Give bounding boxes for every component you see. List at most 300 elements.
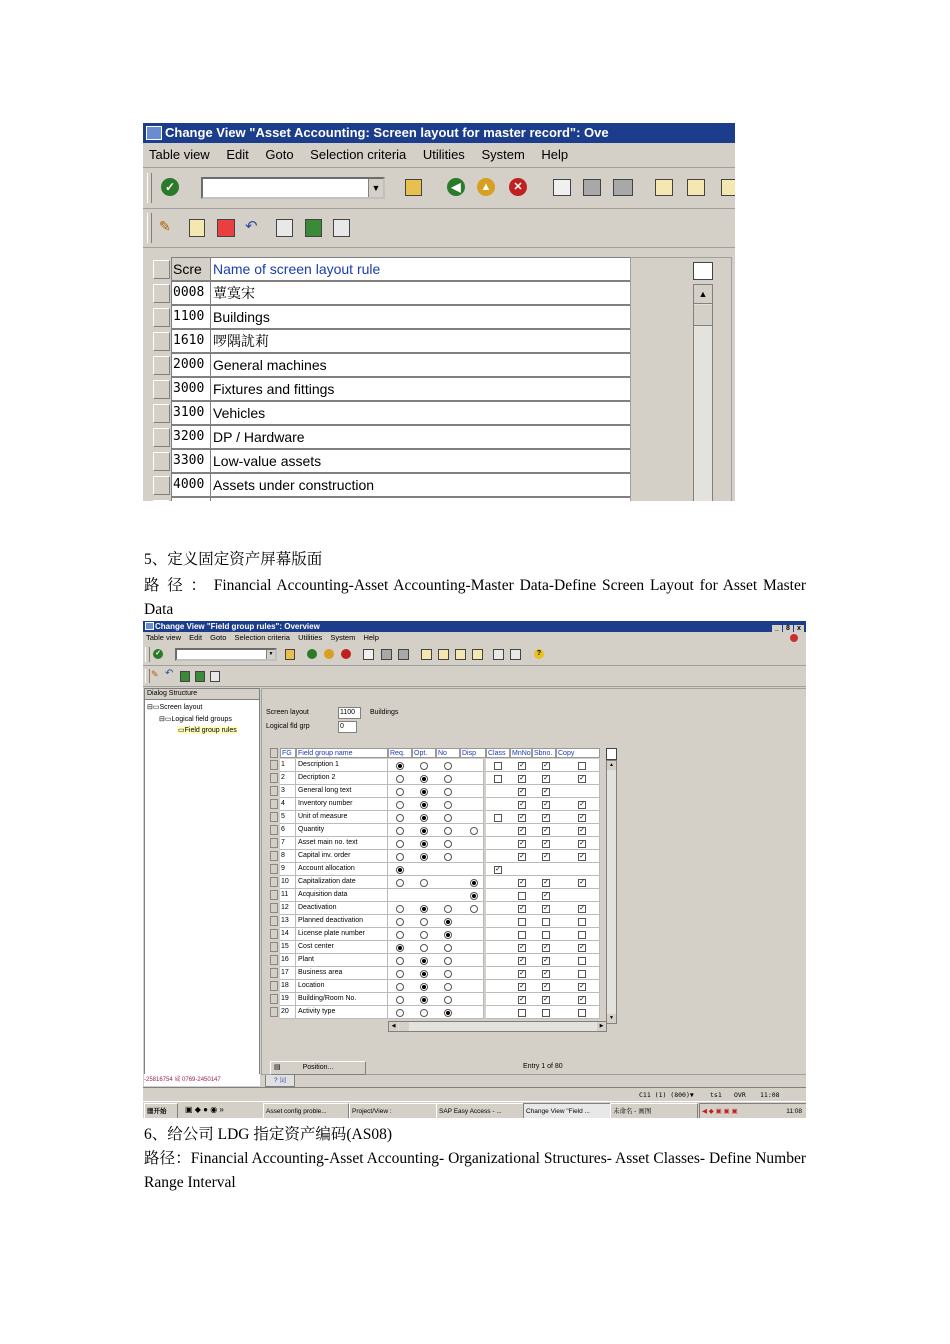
required-radio[interactable] [396,775,404,783]
required-radio[interactable] [396,1009,404,1017]
column-header-copy[interactable]: Copy [556,748,600,758]
optional-radio[interactable] [420,970,428,978]
main-number-checkbox[interactable] [518,1009,526,1017]
optional-radio[interactable] [420,931,428,939]
field-group-name: Account allocation [296,863,388,876]
copy-checkbox[interactable] [578,957,586,965]
column-header-name[interactable]: Name of screen layout rule [210,257,634,281]
screen-layout-code: 3200 [171,425,211,449]
optional-radio[interactable] [420,762,428,770]
optional-radio[interactable] [420,840,428,848]
row-select-button[interactable] [153,308,170,327]
selection-cells [388,837,484,850]
row-select-button[interactable] [153,404,170,423]
fg-number: 4 [280,798,296,811]
scroll-left-icon[interactable]: ◀ [389,1022,398,1031]
screen-layout-code: 1100 [171,305,211,329]
menu-selection-criteria[interactable]: Selection criteria [234,633,290,642]
status-time: 11:08 [760,1091,780,1099]
display-radio[interactable] [470,892,478,900]
selection-cells [388,902,484,915]
row-select-button[interactable] [270,760,278,770]
optional-radio[interactable] [420,801,428,809]
main-number-checkbox[interactable] [518,892,526,900]
option-cells [486,967,600,980]
menu-edit[interactable]: Edit [189,633,203,642]
create-session-icon[interactable] [493,649,504,660]
required-radio[interactable] [396,931,404,939]
column-header-main-number[interactable]: MnNo [512,750,531,757]
required-radio[interactable] [396,840,404,848]
display-change-icon[interactable]: ✎ [151,669,159,679]
row-select-button[interactable] [270,825,278,835]
row-select-button[interactable] [270,851,278,861]
copy-checkbox[interactable]: ✓ [579,905,585,912]
sub-number-checkbox[interactable] [542,1009,550,1017]
option-cells [486,915,600,928]
no-radio[interactable] [444,840,452,848]
option-cells [486,785,600,798]
task-sap-easy-access[interactable]: SAP Easy Access - ... [436,1103,524,1118]
menu-table-view[interactable]: Table view [146,633,182,642]
row-select-button[interactable] [270,981,278,991]
logical-field-group-field[interactable]: 0 [338,721,357,733]
main-number-checkbox[interactable]: ✓ [519,775,525,782]
deselect-all-icon[interactable] [210,671,220,682]
menu-help[interactable]: Help [363,633,379,642]
row-select-button[interactable] [270,929,278,939]
scroll-up-icon[interactable]: ▲ [694,285,712,304]
display-radio[interactable] [470,905,478,913]
previous-page-icon[interactable] [687,179,705,196]
undo-icon[interactable]: ↶ [245,218,258,235]
optional-radio[interactable] [420,957,428,965]
back-icon[interactable] [307,649,317,659]
fg-number: 7 [280,837,296,850]
minimize-icon[interactable]: _ [772,625,782,632]
sub-number-checkbox[interactable]: ✓ [543,892,549,899]
menu-utilities[interactable]: Utilities [298,633,323,642]
menu-system[interactable]: System [330,633,356,642]
optional-radio[interactable] [420,788,428,796]
select-all-rows-button[interactable] [153,260,170,279]
main-number-checkbox[interactable]: ✓ [519,983,525,990]
tray-icons[interactable]: ◀ ◆ ▣ ▣ ▣ [702,1108,738,1115]
row-select-button[interactable] [270,890,278,900]
main-number-checkbox[interactable]: ✓ [519,944,525,951]
scroll-right-icon[interactable]: ▶ [597,1022,606,1031]
selection-cells [388,824,484,837]
position-button[interactable]: ▤ Position... [270,1061,366,1075]
select-all-rows-button[interactable] [270,748,278,758]
sub-number-checkbox[interactable]: ✓ [543,814,549,821]
copy-checkbox[interactable]: ✓ [579,983,585,990]
print-icon[interactable] [553,179,571,196]
fg-number: 20 [280,1006,296,1019]
copy-checkbox[interactable]: ✓ [579,814,585,821]
find-icon[interactable] [583,179,601,196]
option-cells [486,811,600,824]
no-radio[interactable] [444,944,452,952]
class-checkbox[interactable] [494,762,502,770]
column-header-screen[interactable]: Scre [171,257,211,281]
deselect-all-icon[interactable] [333,219,350,237]
row-select-button[interactable] [270,994,278,1004]
first-page-icon[interactable] [421,649,432,660]
main-number-checkbox[interactable]: ✓ [519,905,525,912]
column-header-optional[interactable]: Opt. [412,748,436,758]
optional-radio[interactable] [420,944,428,952]
fg-number: 16 [280,954,296,967]
column-header-fg[interactable]: FG [280,748,296,758]
command-field[interactable] [175,648,277,661]
sub-number-checkbox[interactable]: ✓ [543,957,549,964]
copy-checkbox[interactable] [578,762,586,770]
fg-number: 12 [280,902,296,915]
row-select-button[interactable] [270,864,278,874]
copy-checkbox[interactable]: ✓ [579,840,585,847]
sub-number-checkbox[interactable]: ✓ [543,996,549,1003]
tree-item-logical-field-groups[interactable]: ⊟▭Logical field groups [159,716,232,723]
save-icon[interactable] [285,649,295,660]
copy-checkbox[interactable]: ✓ [579,944,585,951]
main-number-checkbox[interactable]: ✓ [519,957,525,964]
sap-window-icon [145,622,154,630]
quick-launch-icons[interactable]: ▣ ◆ ● ◉ » [185,1105,224,1114]
no-radio[interactable] [444,918,452,926]
scroll-up-icon[interactable]: ▲ [607,761,616,770]
optional-radio[interactable] [420,853,428,861]
undo-icon[interactable]: ↶ [165,668,174,679]
screen-layout-name: General machines [210,353,634,377]
copy-checkbox[interactable]: ✓ [579,801,585,808]
optional-radio[interactable] [420,983,428,991]
no-radio[interactable] [444,970,452,978]
main-number-checkbox[interactable] [518,931,526,939]
chevron-down-icon[interactable]: ▼ [368,179,383,197]
required-radio[interactable] [396,853,404,861]
find-next-icon[interactable] [613,179,633,196]
main-number-checkbox[interactable]: ✓ [519,970,525,977]
sub-number-checkbox[interactable]: ✓ [543,840,549,847]
column-header-sub-number[interactable]: Sbno. [532,748,556,758]
tree-collapse-icon[interactable]: ⊟ [147,704,153,711]
option-cells [486,772,600,785]
find-next-icon[interactable] [398,649,409,660]
close-icon[interactable]: x [794,625,804,632]
row-select-button[interactable] [270,903,278,913]
screen-layout-name: 蕈寞宋 [210,281,634,305]
required-radio[interactable] [396,866,404,874]
sub-number-checkbox[interactable]: ✓ [543,983,549,990]
field-group-name: Location [296,980,388,993]
new-entries-icon[interactable] [189,219,205,237]
row-select-button[interactable] [153,356,170,375]
copy-checkbox[interactable]: ✓ [579,853,585,860]
row-select-button[interactable] [153,332,170,351]
optional-radio[interactable] [420,775,428,783]
selection-cells [388,993,484,1006]
display-radio[interactable] [470,879,478,887]
horizontal-scrollbar[interactable] [388,1021,607,1032]
fg-number: 6 [280,824,296,837]
column-header-required[interactable]: Req. [388,748,412,758]
exit-icon[interactable] [324,649,334,659]
scroll-down-icon[interactable]: ▼ [607,1014,616,1023]
row-select-button[interactable] [270,773,278,783]
help-icon[interactable]: ? [534,649,544,659]
sub-number-checkbox[interactable]: ✓ [543,788,549,795]
tree-item-screen-layout[interactable]: ⊟▭Screen layout [147,704,203,711]
print-icon[interactable] [363,649,374,660]
copy-checkbox[interactable]: ✓ [579,879,585,886]
option-cells [486,954,600,967]
required-radio[interactable] [396,801,404,809]
sub-number-checkbox[interactable]: ✓ [543,827,549,834]
option-cells [486,798,600,811]
scroll-thumb[interactable] [399,1022,409,1031]
section-5-heading: 5、定义固定资产屏幕版面 [144,551,323,568]
no-radio[interactable] [444,983,452,991]
screen-layout-name: Assets under construction [210,473,634,497]
required-radio[interactable] [396,814,404,822]
main-number-checkbox[interactable]: ✓ [519,814,525,821]
menu-goto[interactable]: Goto [265,147,294,162]
sub-number-checkbox[interactable]: ✓ [543,970,549,977]
required-radio[interactable] [396,905,404,913]
sub-number-checkbox[interactable] [542,931,550,939]
screen-layout-field[interactable]: 1100 [338,707,361,719]
row-select-button[interactable] [270,916,278,926]
no-radio[interactable] [444,775,452,783]
main-number-checkbox[interactable] [518,918,526,926]
required-radio[interactable] [396,788,404,796]
required-radio[interactable] [396,996,404,1004]
window-title: Change View "Field group rules": Overview [155,622,320,631]
row-select-button[interactable] [270,799,278,809]
required-radio[interactable] [396,957,404,965]
option-cells [486,863,600,876]
restore-icon[interactable]: 8 [783,625,793,632]
enter-icon[interactable]: ✓ [153,649,163,659]
display-radio[interactable] [470,827,478,835]
no-radio[interactable] [444,827,452,835]
class-checkbox[interactable]: ✓ [495,866,501,873]
toolbar-grip [147,213,152,243]
next-page-icon[interactable] [455,649,466,660]
row-select-button[interactable] [153,428,170,447]
sub-number-checkbox[interactable] [542,918,550,926]
copy-as-icon[interactable] [217,219,235,237]
task-asset-config[interactable]: Asset config proble... [263,1103,349,1118]
no-radio[interactable] [444,996,452,1004]
option-cells [486,928,600,941]
first-page-icon[interactable] [655,179,673,196]
select-all-icon[interactable] [180,671,190,682]
menu-help[interactable]: Help [541,147,569,162]
window-controls [771,622,804,632]
row-select-button[interactable] [270,968,278,978]
field-group-name: Planned deactivation [296,915,388,928]
table-settings-icon[interactable] [693,262,713,280]
required-radio[interactable] [396,983,404,991]
task-change-view[interactable]: Change View "Field ... [523,1103,611,1118]
tree-item-field-group-rules[interactable]: ▭Field group rules [178,727,237,734]
required-radio[interactable] [396,827,404,835]
optional-radio[interactable] [420,918,428,926]
optional-radio[interactable] [420,827,428,835]
copy-checkbox[interactable] [578,970,586,978]
fg-number: 10 [280,876,296,889]
no-radio[interactable] [444,762,452,770]
option-cells [486,902,600,915]
no-radio[interactable] [444,905,452,913]
fg-number: 3 [280,785,296,798]
row-select-button[interactable] [270,1007,278,1017]
row-select-button[interactable] [270,838,278,848]
row-select-button[interactable] [270,786,278,796]
main-number-checkbox[interactable]: ✓ [519,840,525,847]
sub-number-checkbox[interactable]: ✓ [543,944,549,951]
main-number-checkbox[interactable]: ✓ [519,879,525,886]
chevron-down-icon[interactable]: ▼ [266,650,275,659]
window-title-bar [143,621,806,632]
copy-checkbox[interactable] [578,1009,586,1017]
display-change-icon[interactable]: ✎ [159,218,171,234]
vertical-scrollbar[interactable] [606,760,617,1024]
row-select-button[interactable] [270,942,278,952]
shortcut-icon[interactable] [510,649,521,660]
screen-layout-name: Fixtures and fittings [210,377,634,401]
no-radio[interactable] [444,801,452,809]
optional-radio[interactable] [420,996,428,1004]
fg-number: 1 [280,759,296,772]
taskbar-clock: 11:08 [786,1108,802,1115]
command-field[interactable] [201,177,385,199]
column-header-field-group-name[interactable]: Field group name [296,748,388,758]
required-radio[interactable] [396,970,404,978]
menu-goto[interactable]: Goto [210,633,227,642]
main-number-checkbox[interactable]: ✓ [519,788,525,795]
class-checkbox[interactable] [494,814,502,822]
sub-number-checkbox[interactable]: ✓ [543,801,549,808]
cancel-icon[interactable] [341,649,351,659]
select-block-icon[interactable] [195,671,205,682]
sub-number-checkbox[interactable]: ✓ [543,853,549,860]
optional-radio[interactable] [420,1009,428,1017]
row-select-button[interactable] [270,877,278,887]
main-number-checkbox[interactable]: ✓ [519,853,525,860]
column-header-display[interactable]: Disp [460,748,486,758]
tree-collapse-icon[interactable]: ⊟ [159,716,165,723]
optional-radio[interactable] [420,814,428,822]
sub-number-checkbox[interactable]: ✓ [543,879,549,886]
copy-checkbox[interactable] [578,931,586,939]
required-radio[interactable] [396,762,404,770]
row-select-button[interactable] [153,500,170,501]
last-page-icon[interactable] [472,649,483,660]
save-icon[interactable] [405,179,422,196]
no-radio[interactable] [444,931,452,939]
row-select-button[interactable] [270,955,278,965]
row-select-button[interactable] [153,476,170,495]
column-header-class[interactable]: Class [486,748,510,758]
exit-icon[interactable]: ▲ [477,178,495,196]
select-block-icon[interactable] [305,219,322,237]
cancel-icon[interactable]: ✕ [509,178,527,196]
row-select-button[interactable] [270,812,278,822]
required-radio[interactable] [396,944,404,952]
field-group-name: Unit of measure [296,811,388,824]
copy-checkbox[interactable]: ✓ [579,996,585,1003]
no-radio[interactable] [444,853,452,861]
menu-system[interactable]: System [481,147,525,162]
main-number-checkbox[interactable]: ✓ [519,762,525,769]
help-word-button[interactable]: ? 词 [265,1074,295,1087]
no-radio[interactable] [444,1009,452,1017]
main-number-checkbox[interactable]: ✓ [519,996,525,1003]
optional-radio[interactable] [420,905,428,913]
field-group-name: Business area [296,967,388,980]
scroll-thumb[interactable] [694,305,712,326]
screen-layout-code: 3100 [171,401,211,425]
row-select-button[interactable] [153,284,170,303]
table-settings-icon[interactable] [606,748,617,760]
sub-number-checkbox[interactable]: ✓ [543,905,549,912]
required-radio[interactable] [396,918,404,926]
main-number-checkbox[interactable]: ✓ [519,801,525,808]
previous-page-icon[interactable] [438,649,449,660]
field-group-name: Deactivation [296,902,388,915]
screen-layout-name: Low-value assets [210,449,634,473]
next-page-icon[interactable] [721,179,735,196]
copy-checkbox[interactable]: ✓ [579,775,585,782]
menu-selection-criteria[interactable]: Selection criteria [310,147,407,162]
fg-number: 14 [280,928,296,941]
menu-table-view[interactable]: Table view [149,147,210,162]
optional-radio[interactable] [420,879,428,887]
fg-number: 19 [280,993,296,1006]
no-radio[interactable] [444,814,452,822]
sub-number-checkbox[interactable]: ✓ [543,775,549,782]
no-radio[interactable] [444,788,452,796]
dialog-structure-panel [144,688,260,1075]
main-number-checkbox[interactable]: ✓ [519,827,525,834]
select-all-icon[interactable] [276,219,293,237]
row-select-button[interactable] [153,452,170,471]
vertical-scrollbar[interactable] [693,284,713,501]
start-button[interactable]: ▦开始 [144,1103,178,1118]
section-5-path: 路 径 ： Financial Accounting-Asset Accounting-Master Data-Define Screen Layout for Asset Master Data [144,577,806,618]
task-project-view[interactable]: Project/View : [349,1103,437,1118]
required-radio[interactable] [396,879,404,887]
copy-checkbox[interactable]: ✓ [579,827,585,834]
sub-number-checkbox[interactable]: ✓ [543,762,549,769]
find-icon[interactable] [381,649,392,660]
menu-utilities[interactable]: Utilities [422,147,465,162]
application-toolbar [143,209,735,248]
class-checkbox[interactable] [494,775,502,783]
enter-icon[interactable]: ✓ [161,178,179,196]
copy-checkbox[interactable] [578,918,586,926]
back-icon[interactable]: ◀ [447,178,465,196]
no-radio[interactable] [444,957,452,965]
column-header-no[interactable]: No [436,748,460,758]
task-paint[interactable]: 未命名 - 画图 [610,1103,698,1118]
menu-edit[interactable]: Edit [226,147,249,162]
row-select-button[interactable] [153,380,170,399]
system-info[interactable]: C11 (1) (800)▼ [639,1091,694,1099]
